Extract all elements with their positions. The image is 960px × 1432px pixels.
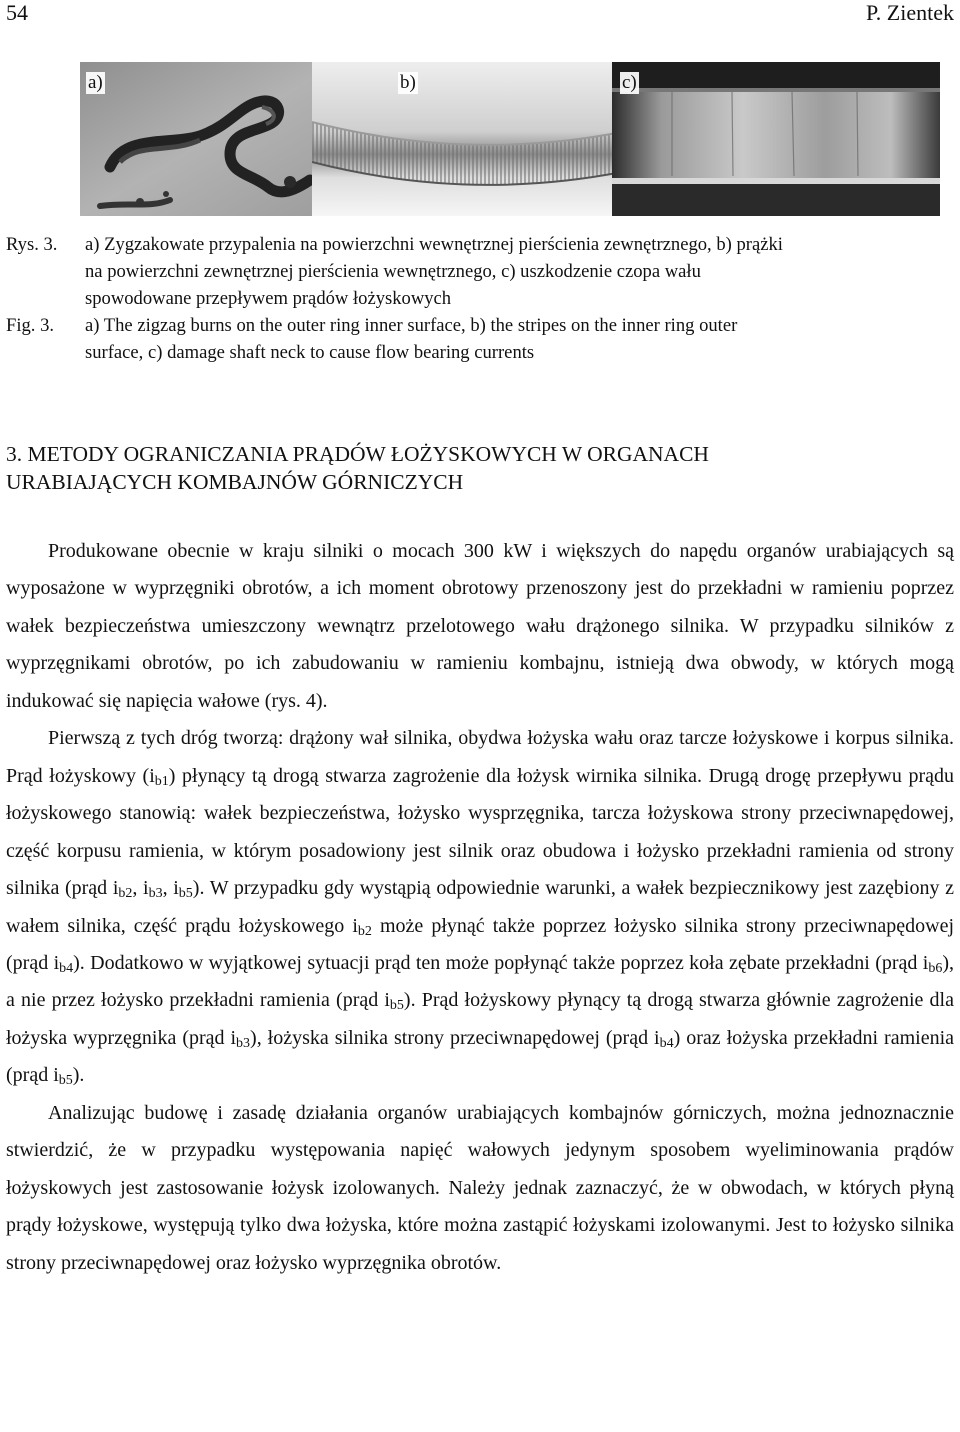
section-heading-line-2: URABIAJĄCYCH KOMBAJNÓW GÓRNICZYCH (6, 470, 464, 494)
figure-3 (80, 62, 940, 216)
caption-en-line-2: surface, c) damage shaft neck to cause flow bearing currents (85, 342, 535, 363)
paragraph-3: Analizując budowę i zasadę działania organów urabiających kombajnów górniczych, można jednoznacznie stwierdzić, że w przypadku występowania napięć wałowych jedynym sposobem wyeliminowania prądów łożyskowych jest zastosowanie łożysk izolowanych. Należy jednak zaznaczyć, że w obwodach, w których płyną prądy łożyskowe, występują tylko dwa łożyska, które można zastąpić łożyskami izolowanymi. Jest to łożysko silnika strony przeciwnapędowej oraz łożysko wyprzęgnika obrotów. (6, 1101, 954, 1274)
section-heading-line-1: 3. METODY OGRANICZANIA PRĄDÓW ŁOŻYSKOWYCH W ORGANACH (6, 442, 709, 466)
panel-b-label: b) (400, 72, 416, 93)
caption-pl-line-2: na powierzchni zewnętrznej pierścienia wewnętrznego, c) uszkodzenie czopa wału (85, 261, 701, 282)
panel-b (312, 62, 622, 216)
caption-pl (6, 231, 954, 312)
panel-a (80, 62, 340, 216)
caption-en-line-1: Fig. 3. a) The zigzag burns on the outer ring inner surface, b) the stripes on the inner ring outer (6, 312, 954, 339)
page-header (6, 0, 954, 30)
panel-c-label: c) (622, 72, 637, 93)
panel-c (612, 62, 940, 216)
caption-en-prefix: Fig. 3. (6, 315, 55, 336)
panel-a-label: a) (88, 72, 103, 93)
body-text (6, 533, 954, 1282)
zigzag-burn-photo-icon (80, 62, 340, 216)
caption-pl-line-3: spowodowane przepływem prądów łożyskowych (85, 288, 452, 309)
section-heading (6, 440, 954, 496)
ring-stripes-photo-icon (312, 62, 622, 216)
caption-pl-prefix: Rys. 3. (6, 234, 58, 255)
caption-en (6, 312, 954, 366)
paragraph-2: Pierwszą z tych dróg tworzą: drążony wał silnika, obydwa łożyska wału oraz tarcze łożyskowe i korpus silnika. Prąd łożyskowy $(i_{b1})$ płynący tą drogą stwarza zagrożenie dla łożysk wirnika silnika. Drugą drogę przepływu prądu łożyskowego stanowią: wałek bezpieczeństwa, łożysko wysprzęgnika, tarcza łożyskowa strony przeciwnapędowej, część korpusu ramienia, w którym posadowiony jest silnik oraz obudowa i łożysko przekładni ramienia od strony silnika (prąd $i_{b2}$, $i_{b3}$, $i_{b5}$). W przypadku gdy wystąpią odpowiednie warunki, a wałek bezpiecznikowy jest zazębiony z wałem silnika, część prądu łożyskowego $i_{b2}$ może płynąć także poprzez łożysko silnika strony przeciwnapędowej (prąd $i_{b4}$). Dodatkowo w wyjątkowej sytuacji prąd ten może popłynąć także poprzez koła zębate przekładni (prąd $i_{b6}$), a nie przez łożysko przekładni ramienia (prąd $i_{b5}$). Prąd łożyskowy płynący tą drogą stwarza głównie zagrożenie dla łożyska wyprzęgnika (prąd $i_{b3}$), łożyska silnika strony przeciwnapędowej (prąd $i_{b4}$) oraz łożyska przekładni ramienia (prąd $i_{b5}$). (6, 727, 955, 1089)
page-number: 54 (6, 0, 28, 25)
shaft-damage-photo-icon (612, 62, 940, 216)
caption-pl-line-1: Rys. 3. a) Zygzakowate przypalenia na powierzchni wewnętrznej pierścienia zewnętrznego, b) prążki (6, 231, 954, 258)
paragraph-1: Produkowane obecnie w kraju silniki o mocach 300 kW i większych do napędu organów urabiających są wyposażone w wyprzęgniki obrotów, a ich moment obrotowy przenoszony jest do przekładni w ramieniu poprzez wałek bezpieczeństwa umieszczony wewnątrz przelotowego wału drążonego silnika. W przypadku silników z wyprzęgnikami obrotów, po ich zabudowaniu w ramieniu kombajnu, istnieją dwa obwody, w których mogą indukować się napięcia wałowe (rys. 4). (6, 540, 954, 712)
running-author: P. Zientek (866, 0, 954, 25)
